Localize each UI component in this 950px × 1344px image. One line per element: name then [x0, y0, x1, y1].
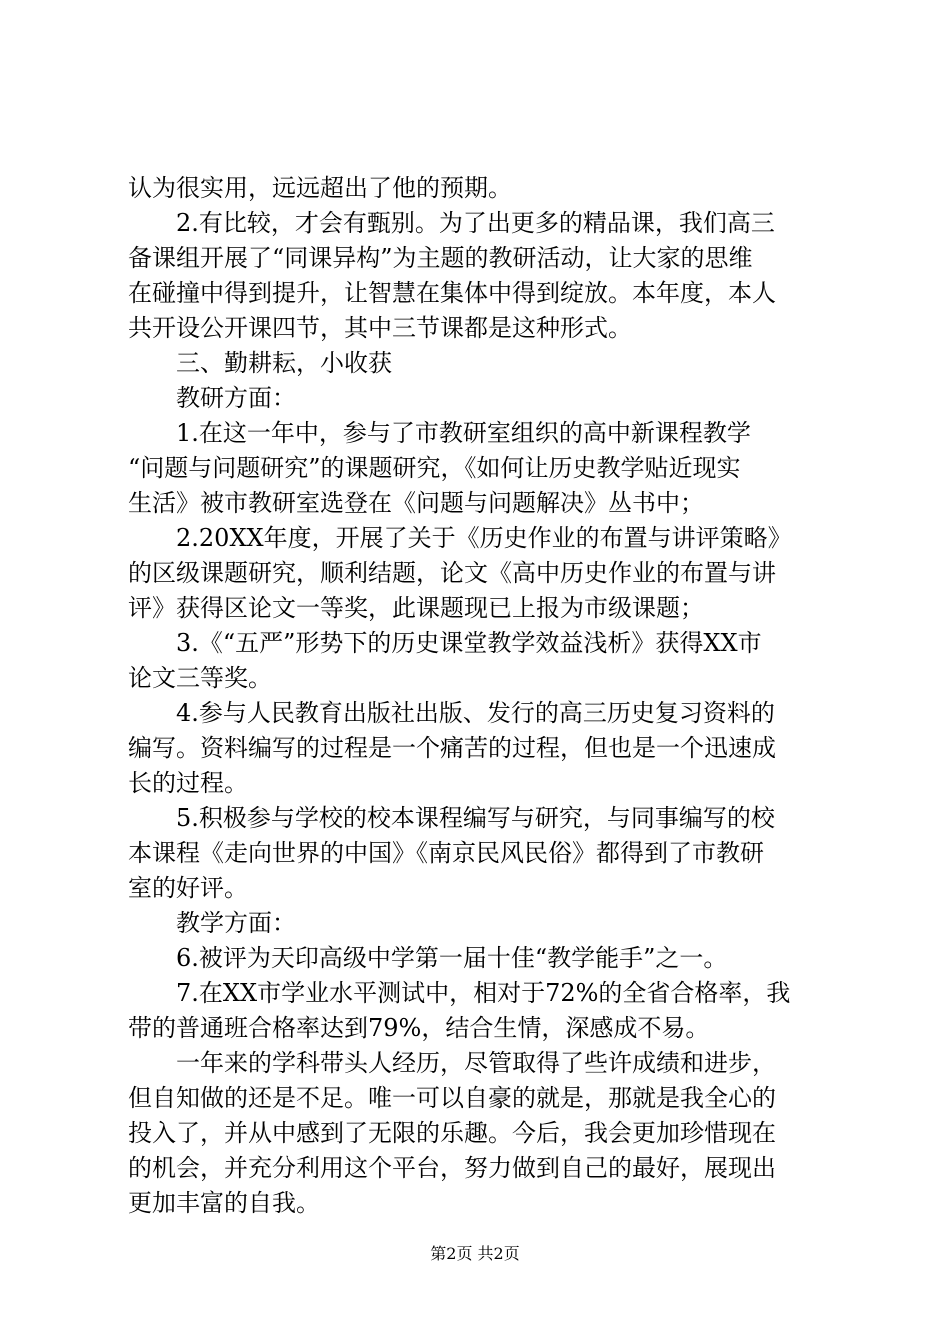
- text-line: 6.被评为天印高级中学第一届十佳“教学能手”之一。: [176, 944, 728, 972]
- text-line: 长的过程。: [128, 769, 248, 797]
- text-line: 本课程《走向世界的中国》《南京民风民俗》都得到了市教研: [128, 839, 764, 867]
- text-line: 2.20XX年度，开展了关于《历史作业的布置与讲评策略》: [176, 524, 792, 552]
- text-line: 5.积极参与学校的校本课程编写与研究，与同事编写的校: [176, 804, 775, 832]
- section-heading: 三、勤耕耘，小收获: [176, 349, 392, 377]
- text-line: 更加丰富的自我。: [128, 1189, 320, 1217]
- text-line: 带的普通班合格率达到79%，结合生情，深感成不易。: [128, 1014, 710, 1042]
- subsection-heading: 教学方面：: [176, 909, 296, 937]
- text-line: 认为很实用，远远超出了他的预期。: [128, 174, 512, 202]
- text-line: 编写。资料编写的过程是一个痛苦的过程，但也是一个迅速成: [128, 734, 776, 762]
- text-line: 一年来的学科带头人经历，尽管取得了些许成绩和进步，: [176, 1049, 776, 1077]
- text-line: 4.参与人民教育出版社出版、发行的高三历史复习资料的: [176, 699, 775, 727]
- text-line: 共开设公开课四节，其中三节课都是这种形式。: [128, 314, 632, 342]
- page-footer: 第2页 共2页: [430, 1244, 520, 1263]
- text-line: 的区级课题研究，顺利结题，论文《高中历史作业的布置与讲: [128, 559, 776, 587]
- text-line: 7.在XX市学业水平测试中，相对于72%的全省合格率，我: [176, 979, 791, 1007]
- text-line: 但自知做的还是不足。唯一可以自豪的就是，那就是我全心的: [128, 1084, 776, 1112]
- text-line: 室的好评。: [128, 874, 248, 902]
- text-line: 1.在这一年中，参与了市教研室组织的高中新课程教学: [176, 419, 751, 447]
- text-line: 备课组开展了“同课异构”为主题的教研活动，让大家的思维: [128, 244, 753, 272]
- text-line: 2.有比较，才会有甄别。为了出更多的精品课，我们高三: [176, 209, 775, 237]
- text-line: “问题与问题研究”的课题研究，《如何让历史教学贴近现实: [128, 454, 741, 482]
- text-line: 投入了，并从中感到了无限的乐趣。今后，我会更加珍惜现在: [128, 1119, 776, 1147]
- subsection-heading: 教研方面：: [176, 384, 296, 412]
- text-line: 评》获得区论文一等奖，此课题现已上报为市级课题；: [128, 594, 704, 622]
- text-line: 生活》被市教研室选登在《问题与问题解决》丛书中；: [128, 489, 704, 517]
- text-line: 论文三等奖。: [128, 664, 272, 692]
- text-line: 的机会，并充分利用这个平台，努力做到自己的最好，展现出: [128, 1154, 776, 1182]
- text-line: 在碰撞中得到提升，让智慧在集体中得到绽放。本年度，本人: [128, 279, 776, 307]
- text-line: 3.《“五严”形势下的历史课堂教学效益浅析》获得XX市: [176, 629, 762, 657]
